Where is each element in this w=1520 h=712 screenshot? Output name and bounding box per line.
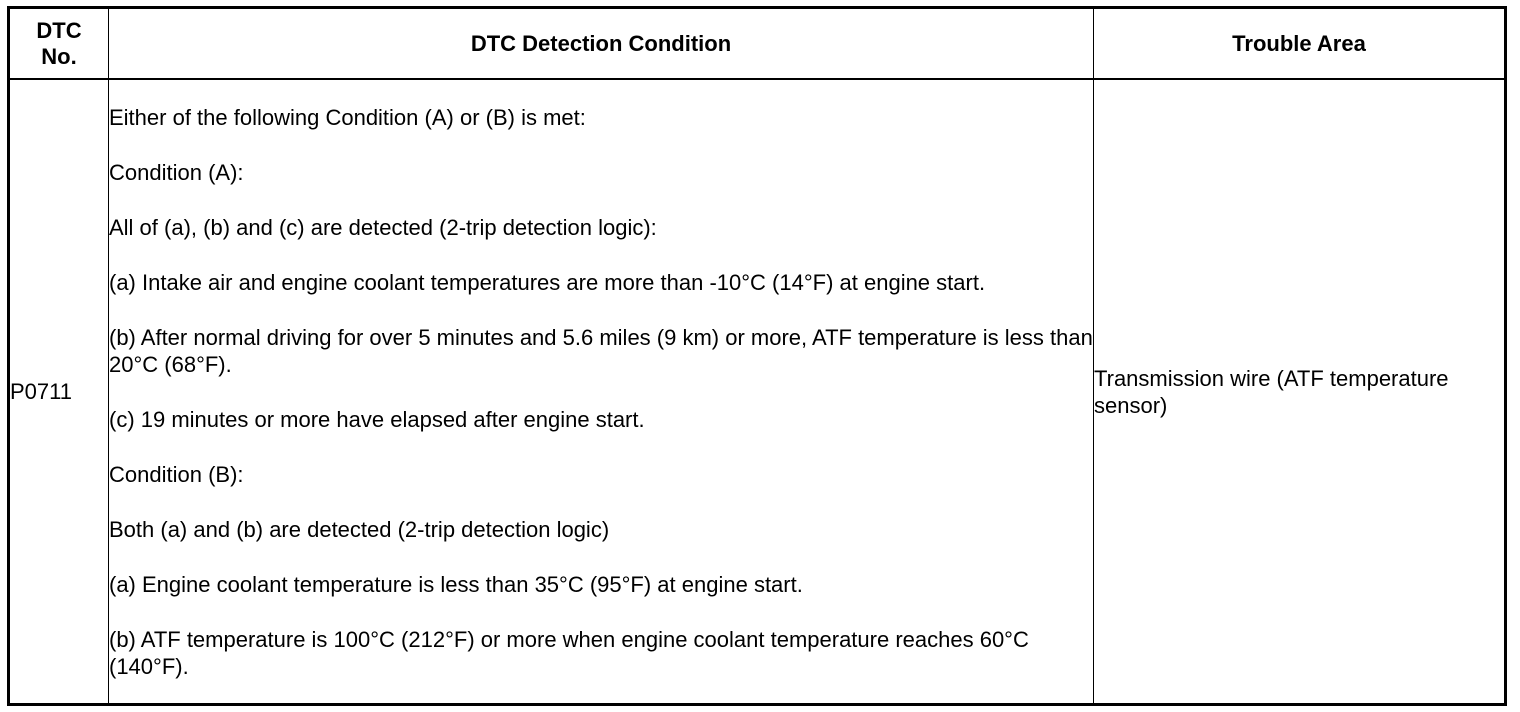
header-dtc-no-line1: DTC xyxy=(36,17,82,43)
header-row xyxy=(9,8,1506,80)
detection-condition-cell xyxy=(109,79,1094,705)
condition-line: (b) ATF temperature is 100°C (212°F) or more when engine coolant temperature reaches 60°C (140°F). xyxy=(109,626,1029,679)
dtc-table xyxy=(7,6,1507,706)
condition-line: Both (a) and (b) are detected (2-trip detection logic) xyxy=(109,516,610,542)
header-dtc-no-line2: No. xyxy=(41,43,77,69)
table-row xyxy=(9,79,1506,705)
condition-line: (a) Intake air and engine coolant temperatures are more than -10°C (14°F) at engine start. xyxy=(109,269,986,295)
condition-line: (a) Engine coolant temperature is less than 35°C (95°F) at engine start. xyxy=(109,571,803,597)
condition-line: Either of the following Condition (A) or (B) is met: xyxy=(109,104,586,130)
condition-line: All of (a), (b) and (c) are detected (2-trip detection logic): xyxy=(109,214,657,240)
dtc-code-cell: P0711 xyxy=(9,79,109,705)
condition-line: Condition (B): xyxy=(109,461,244,487)
header-detection-condition: DTC Detection Condition xyxy=(109,8,1094,80)
condition-line: (b) After normal driving for over 5 minutes and 5.6 miles (9 km) or more, ATF temperature is less than 20°C (68°F). xyxy=(109,324,1093,377)
header-dtc-no xyxy=(9,8,109,80)
condition-line: Condition (A): xyxy=(109,159,244,185)
trouble-area-cell: Transmission wire (ATF temperature sensor) xyxy=(1094,79,1506,705)
condition-line: (c) 19 minutes or more have elapsed after engine start. xyxy=(109,406,645,432)
header-trouble-area: Trouble Area xyxy=(1094,8,1506,80)
